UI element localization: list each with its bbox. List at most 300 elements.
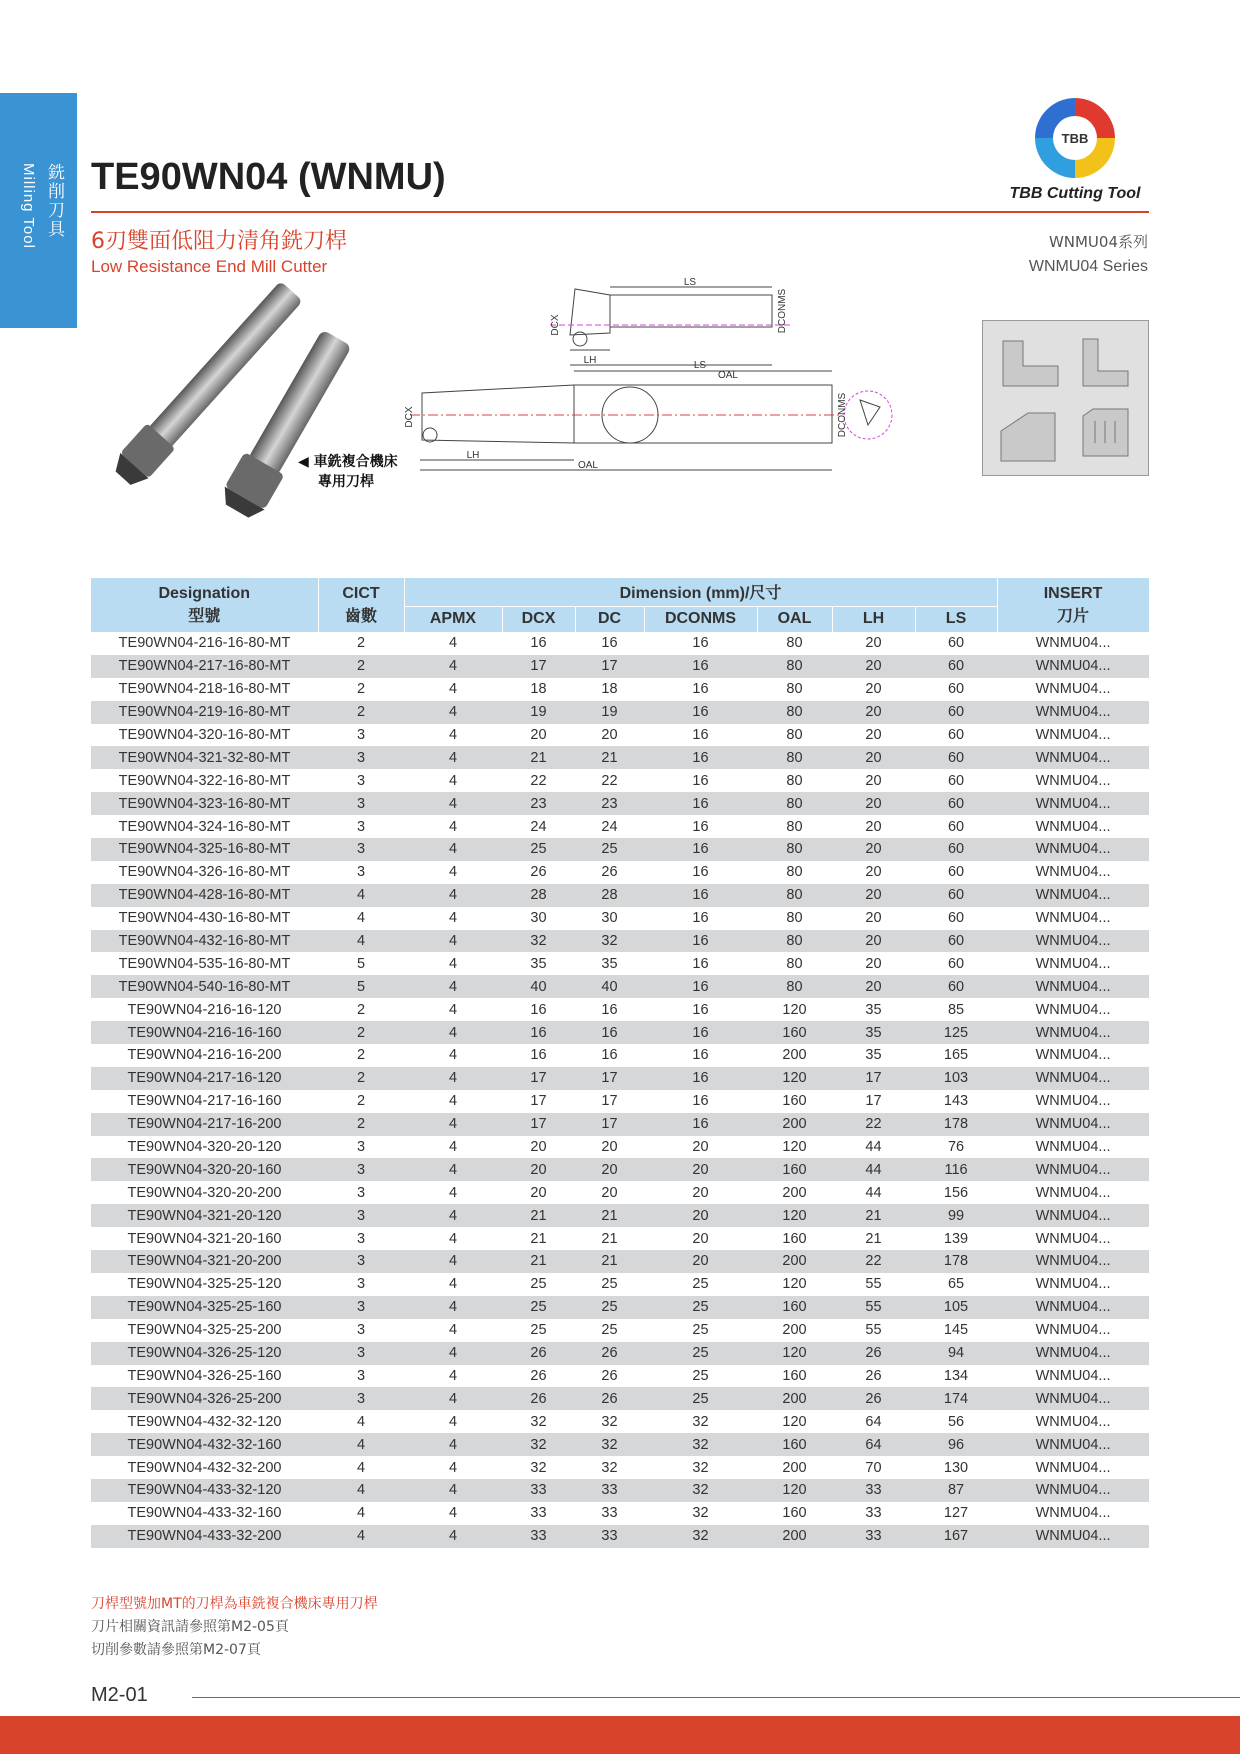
tbb-logo-icon: [1015, 86, 1135, 190]
cell-insert: WNMU04...: [997, 1204, 1149, 1227]
cell-apmx: 4: [448, 727, 458, 743]
cell-designation: TE90WN04-320-20-160: [91, 1158, 318, 1181]
header-dconms: DCONMS: [644, 606, 757, 632]
cell-oal: 120: [782, 1139, 807, 1156]
cell-lh: 26: [865, 1367, 882, 1384]
cell-cict: 2: [356, 1093, 366, 1110]
cell-designation: TE90WN04-432-32-200: [127, 1459, 282, 1476]
cell-oal: 120: [782, 1276, 807, 1293]
cell-ls: 165: [943, 1047, 969, 1064]
cell-dc: 26: [601, 864, 618, 881]
cell-insert: WNMU04...: [1035, 818, 1111, 835]
cell-cict: 4: [318, 884, 404, 907]
cell-dc: 16: [601, 1001, 618, 1018]
cell-cict: 2: [356, 635, 366, 652]
cell-dc: 20: [601, 1184, 618, 1201]
cell-oal: 80: [757, 884, 832, 907]
page-title: TE90WN04 (WNMU): [91, 156, 446, 198]
cell-ls: 60: [915, 884, 997, 907]
cell-designation: TE90WN04-217-16-120: [91, 1067, 318, 1090]
table-row: [91, 701, 1149, 724]
cell-lh: 20: [832, 975, 915, 998]
cell-cict: 4: [356, 1459, 366, 1476]
cell-apmx: 4: [404, 1525, 502, 1548]
cell-apmx: 4: [448, 818, 458, 835]
cell-dconms: 25: [692, 1367, 709, 1384]
cell-dcx: 20: [530, 1184, 547, 1201]
cell-cict: 2: [356, 1047, 366, 1064]
cell-lh: 20: [832, 655, 915, 678]
cell-ls: 60: [915, 701, 997, 724]
cell-dc: 40: [575, 975, 644, 998]
cell-cict: 3: [318, 1158, 404, 1181]
cell-oal: 80: [757, 838, 832, 861]
drawing-oal-bottom: OAL: [577, 460, 599, 471]
cell-ls: 99: [915, 1204, 997, 1227]
cell-dc: 17: [601, 1093, 618, 1110]
cell-designation: TE90WN04-324-16-80-MT: [118, 818, 291, 835]
cell-oal: 160: [782, 1093, 807, 1110]
table-row: [91, 632, 1149, 655]
cell-lh: 21: [832, 1204, 915, 1227]
cell-lh: 26: [832, 1342, 915, 1365]
cell-ls: 139: [943, 1230, 969, 1247]
cell-apmx: 4: [404, 746, 502, 769]
cell-apmx: 4: [448, 1139, 458, 1156]
cell-insert: WNMU04...: [1035, 1139, 1111, 1156]
logo-mark: TBB: [1061, 131, 1089, 146]
table-row: [91, 1342, 1149, 1365]
cell-ls: 60: [947, 864, 965, 881]
cell-apmx: 4: [404, 792, 502, 815]
table-row: [91, 1525, 1149, 1548]
side-tab-zh: 銑削刀具: [44, 163, 64, 239]
cell-dc: 22: [601, 772, 618, 789]
cell-designation: TE90WN04-320-20-120: [127, 1139, 282, 1156]
cell-cict: 2: [318, 701, 404, 724]
cell-insert: WNMU04...: [1035, 1367, 1111, 1384]
cell-designation: TE90WN04-432-16-80-MT: [91, 930, 318, 953]
cell-dconms: 16: [692, 727, 709, 743]
cell-dc: 25: [575, 1296, 644, 1319]
cell-dcx: 23: [502, 792, 575, 815]
cell-dc: 26: [575, 1387, 644, 1410]
cell-dcx: 19: [502, 701, 575, 724]
cell-oal: 160: [782, 1230, 807, 1247]
cell-insert: WNMU04...: [997, 701, 1149, 724]
cell-designation: TE90WN04-217-16-80-MT: [91, 655, 318, 678]
cell-dconms: 16: [644, 975, 757, 998]
cell-designation: TE90WN04-430-16-80-MT: [118, 910, 291, 927]
cell-dcx: 17: [502, 1067, 575, 1090]
cell-dcx: 40: [502, 975, 575, 998]
tool-note-line-1: ◀ 車銑複合機床: [298, 454, 398, 470]
cell-cict: 4: [356, 910, 366, 927]
cell-lh: 33: [865, 1505, 882, 1522]
header-ls: LS: [915, 606, 997, 632]
cell-apmx: 4: [448, 864, 458, 881]
cell-dconms: 25: [692, 1322, 709, 1339]
header-dc: DC: [575, 606, 644, 632]
cell-cict: 4: [318, 1433, 404, 1456]
spec-table-body: [91, 632, 1149, 1548]
cell-oal: 120: [757, 1204, 832, 1227]
cell-dcx: 21: [502, 746, 575, 769]
cell-dcx: 33: [502, 1479, 575, 1502]
table-row: [91, 1227, 1149, 1250]
cell-oal: 80: [786, 910, 803, 927]
cell-insert: WNMU04...: [997, 1250, 1149, 1273]
cell-ls: 60: [947, 727, 965, 743]
cell-apmx: 4: [404, 1479, 502, 1502]
cell-oal: 200: [757, 1113, 832, 1136]
header-cict: [318, 578, 404, 632]
cell-apmx: 4: [448, 635, 458, 652]
cell-insert: WNMU04...: [1035, 955, 1111, 972]
cell-dc: 20: [601, 727, 618, 743]
cell-cict: 4: [318, 1479, 404, 1502]
cell-apmx: 4: [404, 1113, 502, 1136]
cell-dc: 24: [601, 818, 618, 835]
cell-cict: 3: [318, 838, 404, 861]
cell-dc: 21: [575, 1250, 644, 1273]
cell-lh: 35: [865, 1001, 882, 1018]
cell-oal: 200: [782, 1459, 807, 1476]
cell-dconms: 16: [692, 635, 709, 652]
cell-ls: 85: [947, 1001, 965, 1018]
cell-designation: TE90WN04-428-16-80-MT: [91, 884, 318, 907]
cell-dconms: 32: [692, 1505, 709, 1522]
cell-dc: 23: [575, 792, 644, 815]
cell-lh: 20: [832, 792, 915, 815]
cell-dcx: 20: [530, 1139, 547, 1156]
header-insert: [997, 578, 1149, 632]
cell-insert: WNMU04...: [997, 884, 1149, 907]
cell-lh: 20: [865, 955, 882, 972]
cell-dcx: 25: [530, 1322, 547, 1339]
cell-dconms: 16: [692, 910, 709, 927]
cell-designation: TE90WN04-219-16-80-MT: [91, 701, 318, 724]
cell-ls: 60: [915, 792, 997, 815]
cell-apmx: 4: [448, 1276, 458, 1293]
cell-apmx: 4: [448, 1001, 458, 1018]
cell-lh: 64: [832, 1433, 915, 1456]
cell-designation: TE90WN04-216-16-160: [91, 1021, 318, 1044]
footnote-mt: 刀桿型號加MT的刀桿為車銑複合機床專用刀桿: [91, 1596, 378, 1612]
drawing-dcx-top: DCX: [550, 314, 561, 336]
cell-dconms: 25: [644, 1296, 757, 1319]
cell-dcx: 26: [502, 1387, 575, 1410]
table-row: [91, 769, 1149, 792]
cell-dcx: 24: [530, 818, 547, 835]
cell-apmx: 4: [404, 701, 502, 724]
cell-dcx: 16: [530, 1001, 547, 1018]
cell-lh: 21: [865, 1230, 882, 1247]
cell-designation: TE90WN04-216-16-200: [127, 1047, 282, 1064]
cell-dconms: 20: [692, 1139, 709, 1156]
cell-insert: WNMU04...: [997, 1479, 1149, 1502]
cell-dc: 32: [575, 1433, 644, 1456]
cell-dconms: 32: [644, 1525, 757, 1548]
cell-dcx: 32: [530, 1459, 547, 1476]
cell-lh: 35: [832, 1021, 915, 1044]
cell-designation: TE90WN04-432-32-160: [91, 1433, 318, 1456]
cell-dconms: 16: [644, 1113, 757, 1136]
header-apmx: APMX: [404, 606, 502, 632]
cell-oal: 80: [757, 792, 832, 815]
cell-apmx: 4: [404, 930, 502, 953]
cell-designation: TE90WN04-320-16-80-MT: [118, 727, 291, 743]
subtitle-zh: 6刃雙面低阻力清角銑刀桿: [91, 229, 347, 254]
table-row: [91, 678, 1149, 701]
cell-designation: TE90WN04-218-16-80-MT: [118, 681, 291, 698]
cell-dconms: 32: [644, 1479, 757, 1502]
cell-dconms: 16: [644, 655, 757, 678]
cell-insert: WNMU04...: [1035, 727, 1111, 743]
cell-ls: 60: [915, 930, 997, 953]
cell-ls: 174: [915, 1387, 997, 1410]
cell-dcx: 33: [502, 1525, 575, 1548]
cell-lh: 55: [865, 1322, 882, 1339]
cell-lh: 44: [865, 1139, 882, 1156]
cell-cict: 3: [356, 1322, 366, 1339]
header-lh: LH: [832, 606, 915, 632]
cell-dc: 21: [601, 1230, 618, 1247]
table-row: [91, 1410, 1149, 1433]
cell-dconms: 16: [644, 1067, 757, 1090]
cell-cict: 3: [356, 1139, 366, 1156]
cell-dc: 16: [601, 635, 618, 652]
cell-dc: 35: [601, 955, 618, 972]
header-designation-zh: 型號: [188, 605, 221, 625]
cell-cict: 3: [318, 1250, 404, 1273]
cell-lh: 35: [865, 1047, 882, 1064]
cell-oal: 200: [757, 1387, 832, 1410]
cell-ls: 60: [915, 975, 997, 998]
cell-designation: TE90WN04-326-25-160: [127, 1367, 282, 1384]
header-cict-zh: 齒數: [344, 605, 377, 625]
cell-dcx: 17: [502, 1113, 575, 1136]
cell-lh: 33: [832, 1525, 915, 1548]
cell-oal: 200: [757, 1525, 832, 1548]
cell-lh: 20: [832, 884, 915, 907]
cell-lh: 20: [865, 681, 882, 698]
table-row: [91, 975, 1149, 998]
cell-oal: 120: [757, 1479, 832, 1502]
table-row: [91, 1136, 1149, 1159]
cell-ls: 167: [915, 1525, 997, 1548]
cell-lh: 20: [865, 864, 882, 881]
cell-lh: 17: [865, 1093, 882, 1110]
cell-lh: 20: [865, 727, 882, 743]
cell-ls: 87: [915, 1479, 997, 1502]
cell-insert: WNMU04...: [1035, 681, 1111, 698]
cell-insert: WNMU04...: [997, 1158, 1149, 1181]
cell-lh: 55: [832, 1296, 915, 1319]
cell-designation: TE90WN04-321-20-200: [91, 1250, 318, 1273]
drawing-dcx-bottom: DCX: [404, 406, 415, 428]
cell-cict: 2: [356, 681, 366, 698]
cell-dc: 32: [575, 930, 644, 953]
cell-designation: TE90WN04-321-32-80-MT: [91, 746, 318, 769]
side-tab-en: Milling Tool: [20, 163, 37, 249]
cell-cict: 3: [318, 1204, 404, 1227]
cell-insert: WNMU04...: [1035, 1047, 1111, 1064]
cell-designation: TE90WN04-325-25-200: [127, 1322, 282, 1339]
cell-oal: 160: [782, 1367, 807, 1384]
table-row: [91, 815, 1149, 838]
table-row: [91, 1181, 1149, 1204]
cell-apmx: 4: [404, 975, 502, 998]
cell-lh: 20: [832, 930, 915, 953]
cell-dconms: 20: [644, 1204, 757, 1227]
header-dimension: Dimension (mm)/尺寸: [404, 578, 997, 606]
logo-caption: TBB Cutting Tool: [1009, 185, 1141, 202]
cell-lh: 20: [832, 838, 915, 861]
dimension-drawing: [404, 275, 940, 535]
cell-dconms: 16: [692, 772, 709, 789]
cell-designation: TE90WN04-217-16-160: [127, 1093, 282, 1110]
cell-oal: 120: [757, 1067, 832, 1090]
cell-ls: 178: [915, 1113, 997, 1136]
series-zh: WNMU04系列: [1048, 233, 1148, 251]
cell-ls: 60: [915, 655, 997, 678]
cell-ls: 127: [943, 1505, 969, 1522]
cell-cict: 3: [356, 864, 366, 881]
cell-apmx: 4: [404, 884, 502, 907]
cell-lh: 17: [832, 1067, 915, 1090]
cell-oal: 160: [757, 1021, 832, 1044]
header-oal: OAL: [757, 606, 832, 632]
table-row: [91, 792, 1149, 815]
cell-designation: TE90WN04-323-16-80-MT: [91, 792, 318, 815]
cell-ls: 134: [943, 1367, 969, 1384]
cell-oal: 200: [782, 1184, 807, 1201]
cell-dc: 25: [601, 1322, 618, 1339]
cell-oal: 80: [786, 864, 803, 881]
cell-insert: WNMU04...: [997, 1067, 1149, 1090]
cell-cict: 3: [318, 1342, 404, 1365]
cell-ls: 60: [947, 818, 965, 835]
cell-lh: 44: [865, 1184, 882, 1201]
cell-cict: 3: [356, 727, 366, 743]
cell-dcx: 17: [530, 1093, 547, 1110]
cell-insert: WNMU04...: [997, 1342, 1149, 1365]
cell-apmx: 4: [448, 1093, 458, 1110]
header-designation: [91, 578, 318, 632]
page-number: M2-01: [91, 1684, 148, 1706]
cell-dc: 26: [601, 1367, 618, 1384]
table-row: [91, 1250, 1149, 1273]
cell-lh: 44: [832, 1158, 915, 1181]
cell-designation: TE90WN04-216-16-80-MT: [118, 635, 291, 652]
table-row: [91, 861, 1149, 884]
cell-apmx: 4: [448, 955, 458, 972]
cell-dc: 30: [601, 910, 618, 927]
cell-ls: 60: [947, 910, 965, 927]
cell-dconms: 16: [692, 818, 709, 835]
cell-ls: 156: [943, 1184, 969, 1201]
cell-ls: 60: [947, 772, 965, 789]
cell-designation: TE90WN04-433-32-160: [127, 1505, 282, 1522]
cell-oal: 80: [786, 681, 803, 698]
cell-insert: WNMU04...: [997, 746, 1149, 769]
cell-apmx: 4: [448, 1047, 458, 1064]
cell-dcx: 25: [502, 1296, 575, 1319]
cell-oal: 120: [782, 1413, 807, 1430]
cell-insert: WNMU04...: [1035, 1505, 1111, 1522]
header-designation-en: Designation: [158, 584, 251, 602]
cell-lh: 26: [832, 1387, 915, 1410]
cell-insert: WNMU04...: [1035, 1001, 1111, 1018]
table-row: [91, 746, 1149, 769]
table-row: [91, 930, 1149, 953]
drawing-dconms-bottom: DCONMS: [837, 392, 848, 438]
drawing-lh-bottom: LH: [466, 450, 480, 461]
cell-dconms: 16: [644, 884, 757, 907]
cell-oal: 200: [782, 1322, 807, 1339]
table-row: [91, 1319, 1149, 1342]
cell-oal: 80: [786, 635, 803, 652]
cell-cict: 2: [318, 1067, 404, 1090]
cell-cict: 4: [356, 1505, 366, 1522]
cell-oal: 160: [757, 1296, 832, 1319]
cell-insert: WNMU04...: [1035, 1459, 1111, 1476]
series-en: WNMU04 Series: [1028, 258, 1148, 275]
cell-designation: TE90WN04-321-20-120: [91, 1204, 318, 1227]
cell-designation: TE90WN04-432-32-120: [127, 1413, 282, 1430]
cell-dcx: 26: [530, 1367, 547, 1384]
cell-oal: 80: [757, 655, 832, 678]
cell-insert: WNMU04...: [1035, 1093, 1111, 1110]
cell-oal: 120: [782, 1001, 807, 1018]
cell-apmx: 4: [404, 1021, 502, 1044]
cell-dconms: 16: [692, 681, 709, 698]
cell-dc: 28: [575, 884, 644, 907]
table-row: [91, 1296, 1149, 1319]
cell-dconms: 25: [644, 1342, 757, 1365]
cell-ls: 56: [947, 1413, 965, 1430]
cell-designation: TE90WN04-540-16-80-MT: [91, 975, 318, 998]
cell-dc: 25: [575, 838, 644, 861]
cell-insert: WNMU04...: [997, 655, 1149, 678]
cell-lh: 20: [832, 746, 915, 769]
drawing-ls-bottom: LS: [693, 360, 707, 371]
cell-lh: 55: [865, 1276, 882, 1293]
cell-dconms: 16: [644, 838, 757, 861]
cell-dconms: 16: [692, 1047, 709, 1064]
cell-oal: 120: [757, 1342, 832, 1365]
cell-insert: WNMU04...: [997, 1021, 1149, 1044]
drawing-dconms-top: DCONMS: [777, 288, 788, 334]
cell-insert: WNMU04...: [1035, 1230, 1111, 1247]
cell-dc: 16: [575, 1021, 644, 1044]
cell-dc: 33: [575, 1479, 644, 1502]
cell-apmx: 4: [448, 1367, 458, 1384]
cell-cict: 4: [318, 930, 404, 953]
table-row: [91, 1273, 1149, 1296]
tool-note: [298, 452, 398, 492]
table-row: [91, 907, 1149, 930]
cell-insert: WNMU04...: [997, 838, 1149, 861]
cell-insert: WNMU04...: [1035, 1184, 1111, 1201]
cell-dcx: 33: [530, 1505, 547, 1522]
cell-ls: 103: [915, 1067, 997, 1090]
cell-dc: 16: [601, 1047, 618, 1064]
footnote-insert-ref: 刀片相關資訊請參照第M2-05頁: [91, 1619, 289, 1635]
header-dcx: DCX: [502, 606, 575, 632]
cell-dcx: 18: [530, 681, 547, 698]
